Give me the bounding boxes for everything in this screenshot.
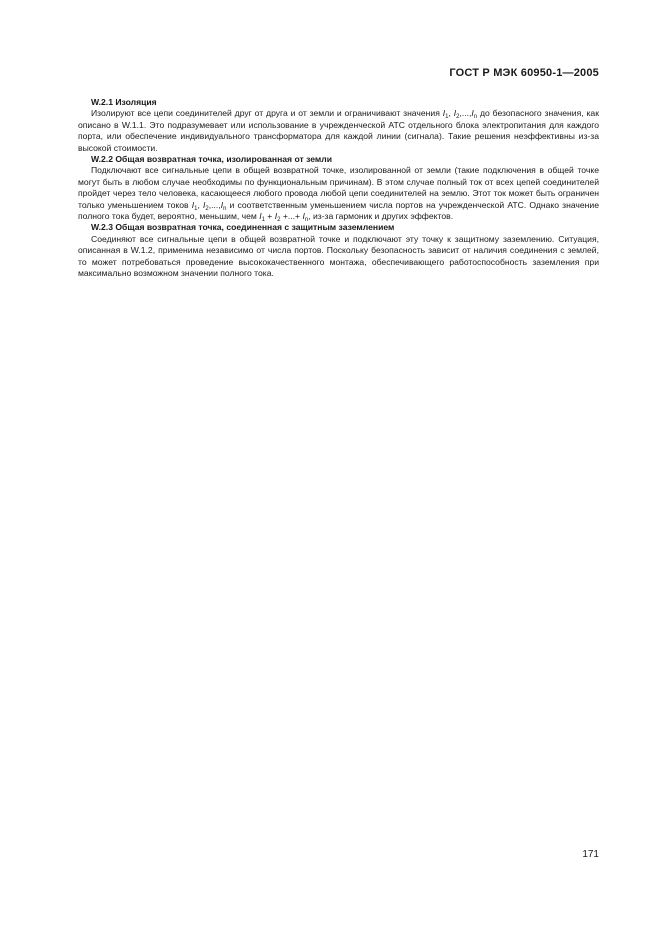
current-subscript: n	[304, 217, 309, 224]
text-run: до безопасного значения, как описано в W.1.1. Это подразумевает или использование в учрежденческой АТС отдельного блока электропитания для каждого порта, или обеспечение индивидуального трансформатора для каждой линии (сигнала). Такие решения неэффективны из-за высокой стоимости.	[78, 108, 599, 153]
current-symbol: I	[453, 108, 457, 119]
separator: ,...,	[208, 199, 221, 210]
current-subscript: 2	[456, 114, 460, 121]
operator: +...+	[280, 211, 303, 222]
separator: ,...,	[459, 108, 472, 119]
current-subscript: n	[223, 205, 227, 212]
section-heading-isolated-return: W.2.2 Общая возвратная точка, изолированная от земли	[91, 154, 333, 165]
current-symbol: I	[471, 108, 474, 119]
current-symbol: I	[442, 108, 446, 119]
section-paragraph-isolation	[78, 108, 599, 154]
current-symbol: I	[191, 199, 195, 210]
current-subscript: 2	[205, 205, 209, 212]
text-run: , из-за гармоник и других эффектов.	[308, 211, 454, 222]
page-number: 171	[582, 849, 599, 860]
current-symbol: I	[220, 199, 224, 210]
separator: ,	[197, 199, 203, 210]
separator: ,	[448, 108, 454, 119]
document-body	[78, 97, 599, 280]
section-heading-earthed-return: W.2.3 Общая возвратная точка, соединенная с защитным заземлением	[91, 222, 395, 233]
operator: +	[264, 211, 275, 222]
current-subscript: 1	[445, 114, 449, 121]
current-symbol: I	[274, 211, 278, 222]
document-header: ГОСТ Р МЭК 60950-1—2005	[449, 67, 599, 79]
current-symbol: I	[302, 211, 305, 222]
current-symbol: I	[203, 199, 206, 210]
text-run: Подключают все сигнальные цепи в общей возвратной точке, изолированной от земли (такие подключения в общей точке могут быть в любом случае необходимы по функциональным причинам). В этом случае полный ток от всех цепей соединителей пройдет через тело человека, касающееся любого провода любой цепи соединителей на землю. Этот ток может быть ограничен только уменьшением токов	[78, 165, 599, 210]
section-paragraph-earthed-return: Соединяют все сигнальные цепи в общей возвратной точке и подключают эту точку к защитному заземлению. Ситуация, описанная в W.1.2, применима независимо от числа портов. Поскольку безопасность зависит от наличия соединения с землей, то может потребоваться проведение высококачественного монтажа, обеспечивающего работоспособность заземления при максимально возможном значении полного тока.	[78, 233, 599, 279]
text-run: и соответственным уменьшением числа портов на учрежденческой АТС. Однако значение полного тока будет, вероятно, меньшим, чем	[78, 199, 600, 222]
current-subscript: n	[473, 114, 478, 121]
text-run: Изолируют все цепи соединителей друг от друга и от земли и ограничивают значения	[91, 108, 443, 119]
current-subscript: 1	[194, 205, 198, 212]
current-subscript: 1	[261, 217, 265, 224]
section-paragraph-isolated-return	[78, 165, 599, 222]
section-heading-isolation: W.2.1 Изоляция	[91, 97, 157, 107]
current-subscript: 2	[277, 217, 281, 224]
current-symbol: I	[259, 211, 262, 222]
